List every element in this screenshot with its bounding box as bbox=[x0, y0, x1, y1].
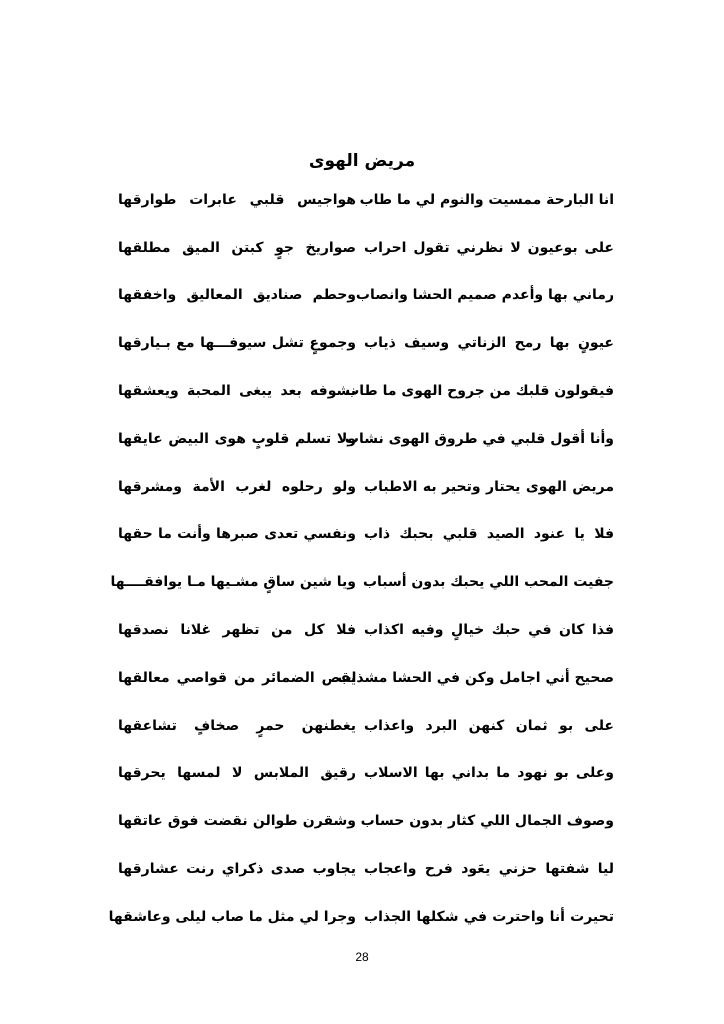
verse-second-hemistich: ويا شين ساقٍ مشـيها مـا يوافقــــها bbox=[110, 574, 356, 591]
verse-second-hemistich: وجموعٍ تشل سيوفـــها مع بـيارقها bbox=[118, 335, 356, 352]
verse-second-hemistich: ولو رحلوه لغرب الأمة ومشرقها bbox=[118, 478, 356, 495]
verse-second-hemistich: يقص الضمائر من قواصي معالقها bbox=[118, 669, 356, 686]
verse-first-hemistich: على بو ثمان كنهن البرد واعذاب bbox=[364, 717, 614, 734]
verse-first-hemistich: وعلى بو نهود ما بداني بها الاسلاب bbox=[364, 765, 614, 782]
verse-first-hemistich: مريض الهوى يحتار وتحير به الاطباب bbox=[364, 478, 614, 495]
verse-second-hemistich: يغطنهن حمرٍ صخافٍ تشاعقها bbox=[118, 717, 356, 734]
verse-line bbox=[118, 272, 614, 320]
verse-line bbox=[118, 702, 614, 750]
verse-first-hemistich: وأنا أقول قلبي في طروق الهوى نشاب bbox=[344, 430, 614, 447]
verse-second-hemistich: وحطم صناديق المعاليق واخفقها bbox=[118, 287, 356, 304]
verse-line bbox=[118, 463, 614, 511]
verse-first-hemistich: فذا كان في حبك خيالٍ وفيه اكذاب bbox=[364, 622, 614, 639]
verse-line bbox=[118, 319, 614, 367]
verse-first-hemistich: رماني بها وأعدم صميم الحشا وانصاب bbox=[355, 287, 614, 304]
verse-line bbox=[118, 797, 614, 845]
verse-line bbox=[118, 606, 614, 654]
verse-line bbox=[118, 750, 614, 798]
verse-first-hemistich: عيونٍ بها رمح الزناتي وسيف ذياب bbox=[364, 335, 614, 352]
verse-line bbox=[108, 893, 614, 941]
verse-line bbox=[118, 654, 614, 702]
verse-line bbox=[118, 415, 614, 463]
verse-second-hemistich: صواريخ جوٍ كبتن الميق مطلقها bbox=[118, 239, 356, 256]
verse-line bbox=[110, 558, 614, 606]
verse-first-hemistich: ليا شفتها حزني يعَود فرح واعجاب bbox=[364, 861, 614, 878]
verse-second-hemistich: ونفسي تعدى صبرها وأنت ما حقها bbox=[118, 526, 356, 543]
verse-first-hemistich: على بوعيون لا نظرني تقول احراب bbox=[364, 239, 614, 256]
verse-first-hemistich: جفيت المحب اللي يحبك بدون أسباب bbox=[362, 574, 614, 591]
verse-second-hemistich: وجرا لي مثل ما صاب ليلى وعاشقها bbox=[108, 908, 356, 925]
poem-body bbox=[108, 176, 614, 941]
verse-second-hemistich: ولا تسلم قلوبٍ هوى البيض عايقها bbox=[118, 430, 356, 447]
verse-second-hemistich: يجاوب صدى ذكراي رنت عشارقها bbox=[118, 861, 356, 878]
verse-first-hemistich: انا البارحة ممسيت والنوم لي ما طاب bbox=[359, 191, 614, 208]
verse-line bbox=[118, 845, 614, 893]
verse-first-hemistich: فلا يا عنود الصيد قلبي بحبك ذاب bbox=[364, 526, 614, 543]
verse-first-hemistich: فيقولون قلبك من جروح الهوى ما طاب bbox=[345, 383, 614, 400]
verse-second-hemistich: فلا كل من تظهر غلانا نصدقها bbox=[118, 622, 356, 639]
verse-line bbox=[118, 224, 614, 272]
verse-second-hemistich: هواجيس قلبي عابرات طوارقها bbox=[118, 191, 356, 208]
verse-line bbox=[118, 176, 614, 224]
verse-first-hemistich: صحيح أني اجامل وكن في الحشا مشذاب bbox=[337, 669, 614, 686]
verse-second-hemistich: وشقرن طوالن نقضت فوق عاتقها bbox=[118, 813, 356, 830]
verse-second-hemistich: رقيق الملابس لا لمسها يحرقها bbox=[118, 765, 356, 782]
poem-title: مريض الهوى bbox=[308, 151, 416, 171]
verse-line bbox=[118, 367, 614, 415]
verse-second-hemistich: نشوفه بعد يبغى المحبة ويعشقها bbox=[118, 383, 356, 400]
verse-first-hemistich: تحيرت أنا واحترت في شكلها الجذاب bbox=[364, 908, 614, 925]
verse-first-hemistich: وصوف الجمال اللي كثار بدون حساب bbox=[360, 813, 614, 830]
page-number: 28 bbox=[355, 950, 369, 964]
verse-line bbox=[118, 511, 614, 559]
